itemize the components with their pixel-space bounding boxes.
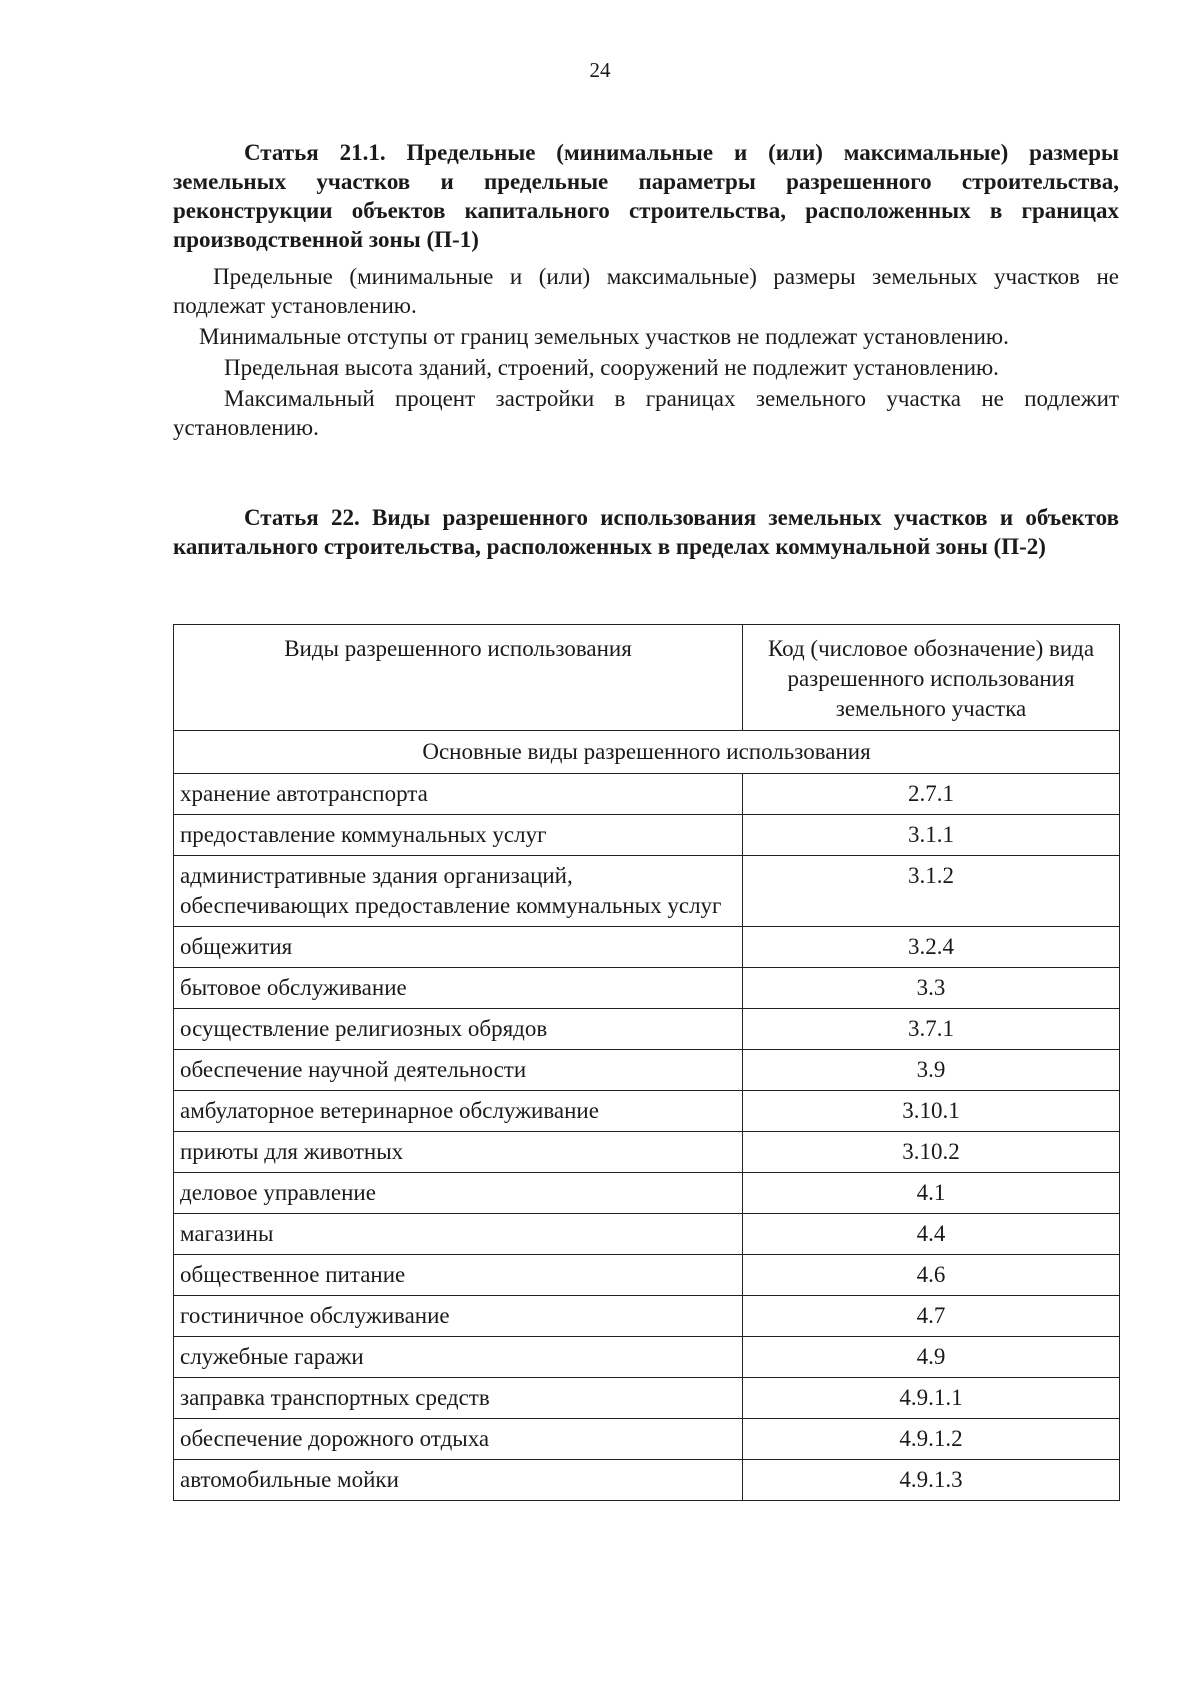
table-row [174,1296,1120,1337]
permitted-uses-table [173,624,1120,1501]
column-header-uses: Виды разрешенного использования [174,625,743,731]
use-code-cell: 3.10.2 [743,1132,1120,1173]
use-code-cell: 3.2.4 [743,927,1120,968]
use-name-cell: осуществление религиозных обрядов [174,1009,743,1050]
use-code-cell: 4.7 [743,1296,1120,1337]
section-title: Основные виды разрешенного использования [174,731,1120,774]
table-row [174,815,1120,856]
use-code-cell: 3.1.2 [743,856,1120,927]
use-name-cell: гостиничное обслуживание [174,1296,743,1337]
column-header-code: Код (числовое обозначение) вида разрешенного использования земельного участка [743,625,1120,731]
use-name-cell: деловое управление [174,1173,743,1214]
use-name-cell: автомобильные мойки [174,1460,743,1501]
paragraph-height: Предельная высота зданий, строений, сооружений не подлежит установлению. [224,355,999,380]
use-name-cell: предоставление коммунальных услуг [174,815,743,856]
use-code-cell: 4.9.1.1 [743,1378,1120,1419]
use-name-cell: обеспечение дорожного отдыха [174,1419,743,1460]
paragraph-plot-size: Предельные (минимальные и (или) максимальные) размеры земельных участков не подлежат установлению. [173,264,1119,318]
table-row [174,1460,1120,1501]
use-code-cell: 4.9.1.3 [743,1460,1120,1501]
table-row [174,1173,1120,1214]
table-row [174,1009,1120,1050]
use-code-cell: 4.6 [743,1255,1120,1296]
table-row [174,1419,1120,1460]
use-name-cell: обеспечение научной деятельности [174,1050,743,1091]
table-row [174,1214,1120,1255]
article-22-heading-block [173,503,1119,561]
use-name-cell: магазины [174,1214,743,1255]
use-name-cell: служебные гаражи [174,1337,743,1378]
table-row [174,1050,1120,1091]
paragraph-coverage: Максимальный процент застройки в границах земельного участка не подлежит установлению. [173,386,1119,440]
use-name-cell: общежития [174,927,743,968]
article-21-1-heading-block [173,138,1119,254]
table-row [174,927,1120,968]
use-code-cell: 3.9 [743,1050,1120,1091]
use-code-cell: 4.9 [743,1337,1120,1378]
table-section-row [174,731,1120,774]
use-code-cell: 3.10.1 [743,1091,1120,1132]
use-name-cell: бытовое обслуживание [174,968,743,1009]
use-name-cell: заправка транспортных средств [174,1378,743,1419]
table-row [174,1255,1120,1296]
use-name-cell: общественное питание [174,1255,743,1296]
use-name-cell: административные здания организаций, обеспечивающих предоставление коммунальных услуг [174,856,743,927]
table-row [174,856,1120,927]
use-code-cell: 3.1.1 [743,815,1120,856]
article-21-1-heading: Статья 21.1. Предельные (минимальные и (или) максимальные) размеры земельных участков и предельные параметры разрешенного строительства, реконструкции объектов капитального строительства, расположенных в границах производственной зоны (П-1) [173,140,1119,252]
table-row [174,1132,1120,1173]
table-row [174,1378,1120,1419]
use-code-cell: 4.9.1.2 [743,1419,1120,1460]
table-header-row [174,625,1120,731]
table-row [174,1091,1120,1132]
use-name-cell: хранение автотранспорта [174,774,743,815]
article-21-1-body [173,262,1119,442]
use-name-cell: амбулаторное ветеринарное обслуживание [174,1091,743,1132]
article-22-heading: Статья 22. Виды разрешенного использования земельных участков и объектов капитального строительства, расположенных в пределах коммунальной зоны (П-2) [173,505,1119,559]
table-row [174,774,1120,815]
use-code-cell: 4.1 [743,1173,1120,1214]
paragraph-setbacks: Минимальные отступы от границ земельных участков не подлежат установлению. [199,324,1009,349]
table-row [174,968,1120,1009]
use-code-cell: 3.7.1 [743,1009,1120,1050]
use-code-cell: 3.3 [743,968,1120,1009]
use-code-cell: 4.4 [743,1214,1120,1255]
use-name-cell: приюты для животных [174,1132,743,1173]
use-code-cell: 2.7.1 [743,774,1120,815]
table-row [174,1337,1120,1378]
page-number: 24 [589,58,611,82]
